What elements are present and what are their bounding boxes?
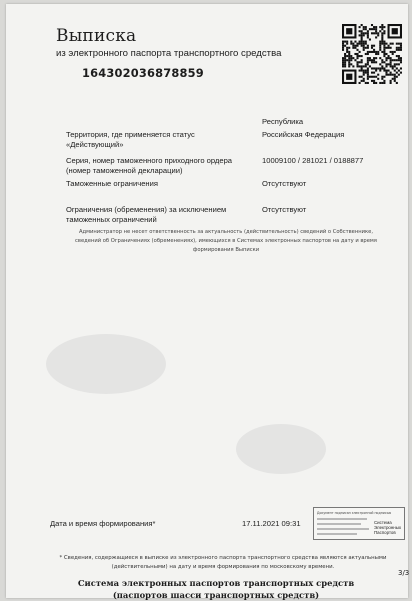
- footer-line-2: (паспортов шасси транспортных средств): [112, 590, 320, 600]
- generation-datetime: 17.11.2021 09:31: [242, 519, 301, 528]
- document-title: Выписка: [56, 26, 137, 46]
- row-value-encumbrances: Отсутствуют: [262, 205, 307, 214]
- qr-code-icon: [342, 24, 402, 84]
- stamp-brand: Система Электронных Паспортов: [374, 520, 402, 535]
- stamp-details: [317, 518, 369, 538]
- row-label-encumbrances: Ограничения (обременения) за исключением таможенных ограничений: [66, 205, 227, 224]
- row-value-territory: Российская Федерация: [262, 130, 345, 139]
- row-value-customs-restrictions: Отсутствуют: [262, 179, 307, 188]
- administrator-note: Администратор не несет ответственность за актуальность (действительность) сведений о Собственнике, сведений об Ограничениях (обременениях), имеющихся в Системах электронных паспортов на дату и время формирования Выписки: [75, 229, 377, 253]
- row-label-customs-restrictions: Таможенные ограничения: [66, 179, 158, 188]
- footnote: * Сведения, содержащиеся в выписке из электронного паспорта транспортного средства являются актуальными (действительными) на дату и время формирования по московскому времени.: [59, 555, 387, 570]
- row-label-territory: Территория, где применяется статус «Действующий»: [66, 130, 195, 149]
- document-subtitle: из электронного паспорта транспортного средства: [56, 48, 282, 59]
- footer-title: [76, 577, 356, 601]
- stamp-header: Документ подписан электронной подписью: [317, 511, 392, 515]
- document-page: [6, 4, 408, 598]
- row-label-customs-order: Серия, номер таможенного приходного ордера (номер таможенной декларации): [66, 156, 233, 175]
- signature-stamp: [313, 507, 405, 540]
- document-number: 164302036878859: [82, 66, 204, 80]
- row-value-customs-order: 10009100 / 281021 / 0188877: [262, 156, 364, 165]
- page-number: 3/3: [398, 569, 410, 577]
- footer-line-1: Система электронных паспортов транспортных средств: [77, 578, 355, 588]
- row-value-republic: Республика: [262, 117, 304, 126]
- generation-label: Дата и время формирования*: [50, 519, 156, 528]
